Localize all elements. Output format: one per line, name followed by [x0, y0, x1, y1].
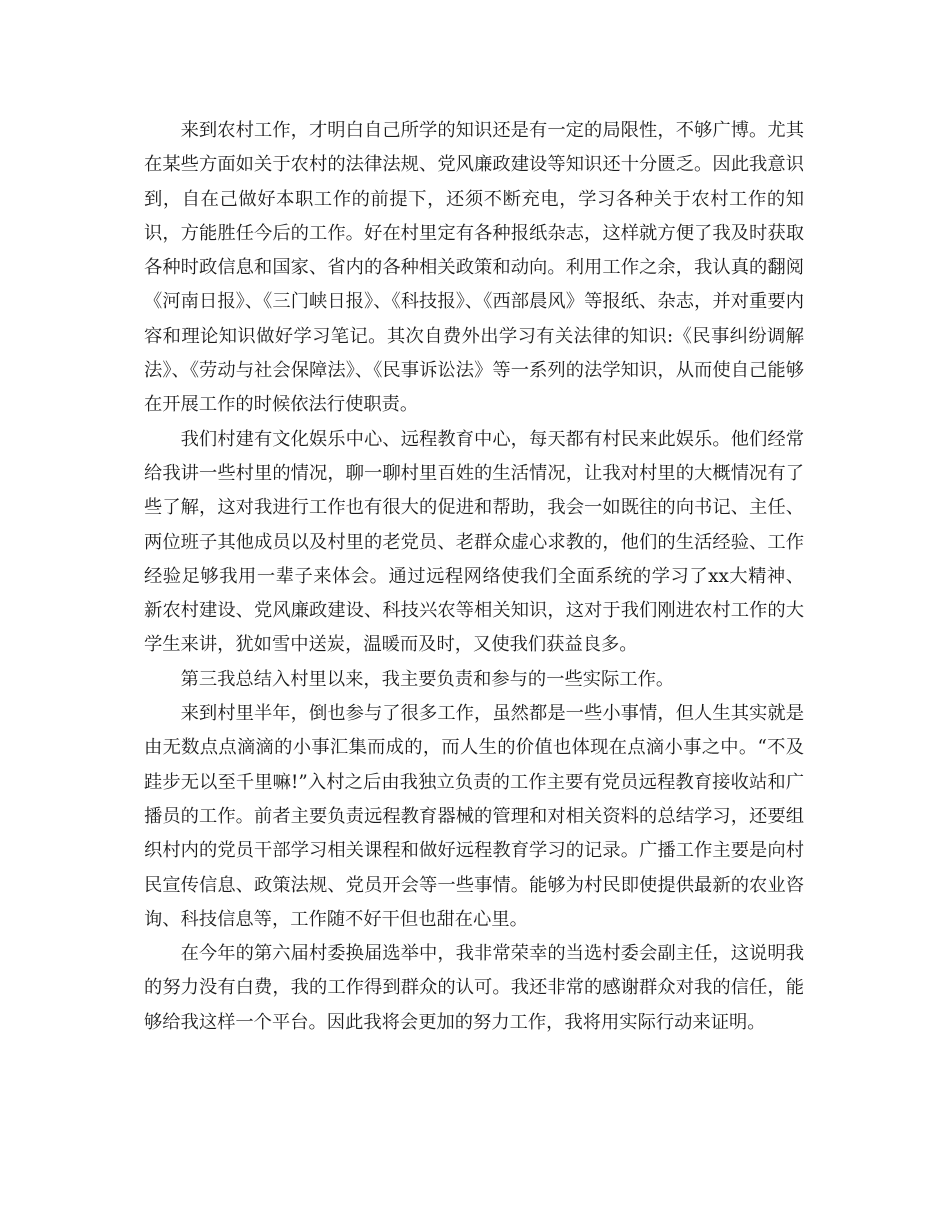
paragraph: 在今年的第六届村委换届选举中，我非常荣幸的当选村委会副主任，这说明我的努力没有白费，我的工作得到群众的认可。我还非常的感谢群众对我的信任，能够给我这样一个平台。因此我将会更加的努力工作，我将用实际行动来证明。 [144, 943, 804, 1033]
paragraph: 来到农村工作，才明白自己所学的知识还是有一定的局限性，不够广博。尤其在某些方面如关于农村的法律法规、党风廉政建设等知识还十分匮乏。因此我意识到，自在己做好本职工作的前提下，还须不断充电，学习各种关于农村工作的知识，方能胜任今后的工作。好在村里定有各种报纸杂志，这样就方便了我及时获取各种时政信息和国家、省内的各种相关政策和动向。利用工作之余，我认真的翻阅《河南日报》、《三门峡日报》、《科技报》、《西部晨风》等报纸、杂志，并对重要内容和理论知识做好学习笔记。其次自费外出学习有关法律的知识:《民事纠纷调解法》、《劳动与社会保障法》、《民事诉讼法》等一系列的法学知识，从而使自己能够在开展工作的时候依法行使职责。 [144, 120, 804, 416]
document-body [144, 114, 804, 1040]
paragraph: 我们村建有文化娱乐中心、远程教育中心，每天都有村民来此娱乐。他们经常给我讲一些村里的情况，聊一聊村里百姓的生活情况，让我对村里的大概情况有了些了解，这对我进行工作也有很大的促进和帮助，我会一如既往的向书记、主任、两位班子其他成员以及村里的老党员、老群众虚心求教的，他们的生活经验、工作经验足够我用一辈子来体会。通过远程网络使我们全面系统的学习了xx大精神、新农村建设、党风廉政建设、科技兴农等相关知识，这对于我们刚进农村工作的大学生来讲，犹如雪中送炭，温暖而及时，又使我们获益良多。 [144, 428, 804, 656]
paragraph: 来到村里半年，倒也参与了很多工作，虽然都是一些小事情，但人生其实就是由无数点点滴滴的小事汇集而成的，而人生的价值也体现在点滴小事之中。“不及跬步无以至千里嘛!”入村之后由我独立负责的工作主要有党员远程教育接收站和广播员的工作。前者主要负责远程教育器械的管理和对相关资料的总结学习，还要组织村内的党员干部学习相关课程和做好远程教育学习的记录。广播工作主要是向村民宣传信息、政策法规、党员开会等一些事情。能够为村民即使提供最新的农业咨询、科技信息等，工作随不好干但也甜在心里。 [144, 703, 804, 930]
paragraph: 第三我总结入村里以来，我主要负责和参与的一些实际工作。 [180, 668, 675, 690]
